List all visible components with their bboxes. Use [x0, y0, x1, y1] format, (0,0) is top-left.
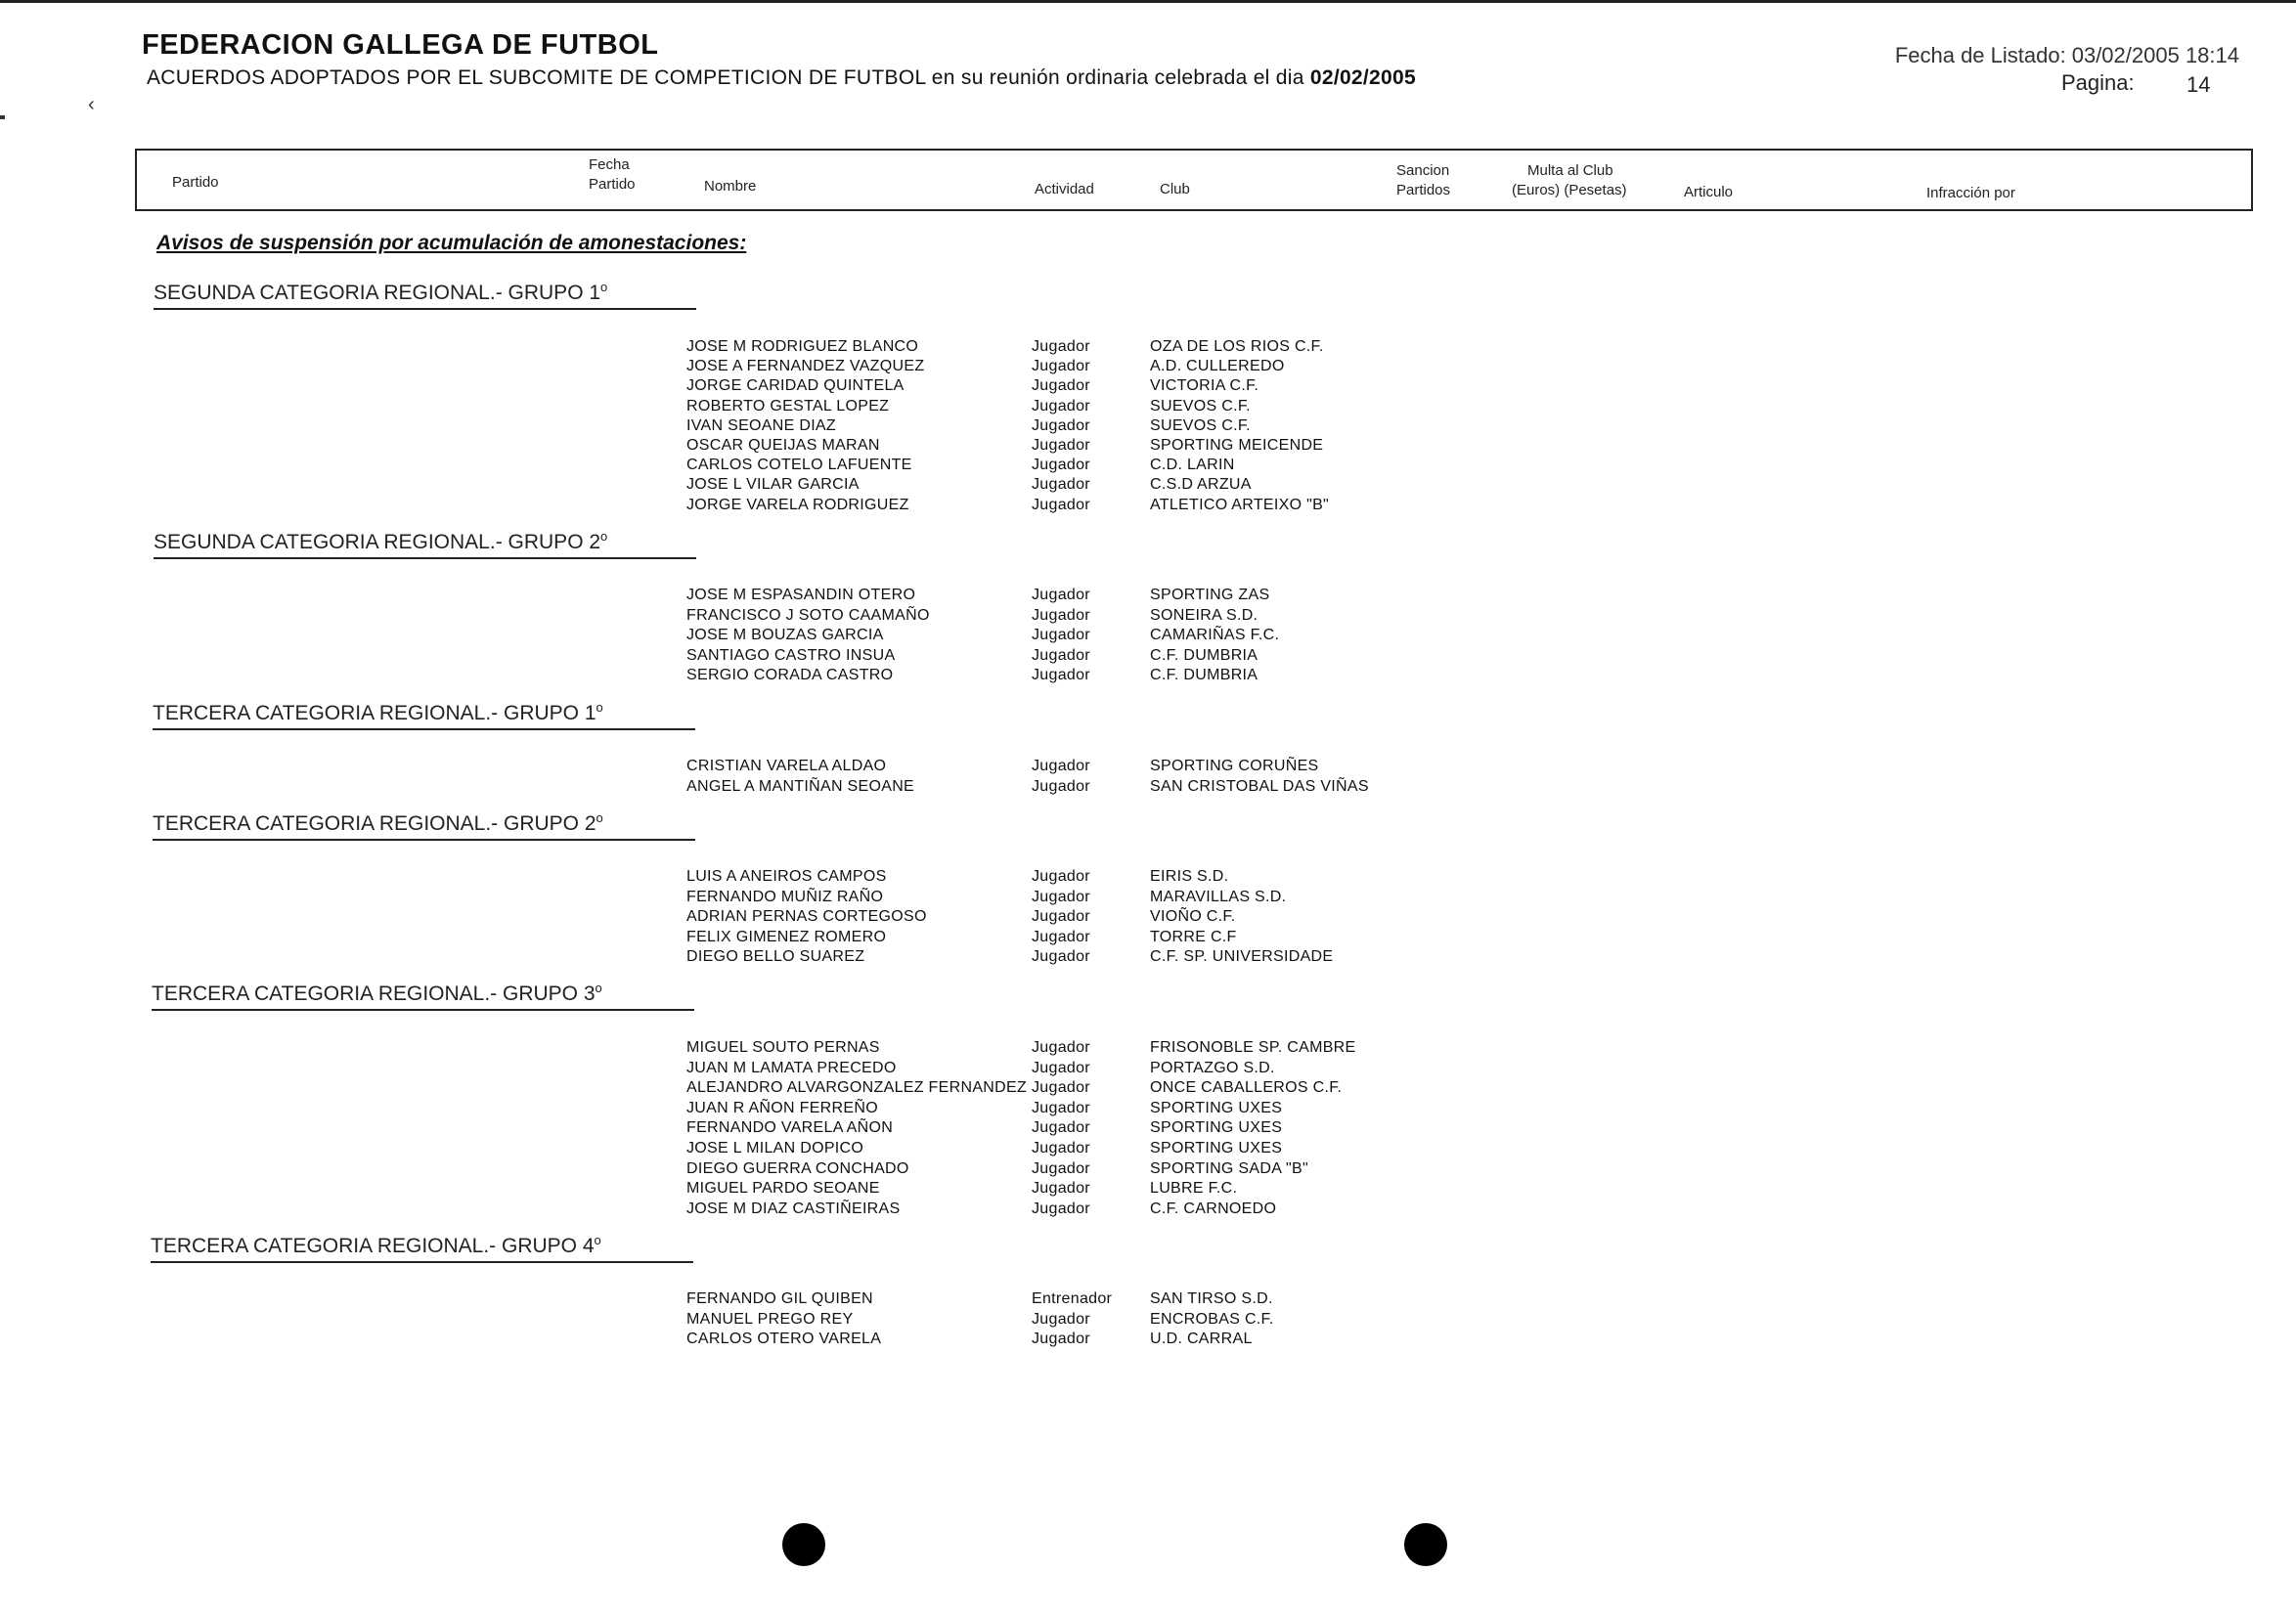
club-cell: C.F. DUMBRIA	[1150, 667, 1258, 683]
player-name: MANUEL PREGO REY	[686, 1311, 854, 1328]
activity-cell: Jugador	[1032, 647, 1090, 664]
group-title-text: SEGUNDA CATEGORIA REGIONAL.- GRUPO 1	[154, 282, 601, 304]
group-title	[152, 981, 694, 1011]
margin-mark: ‹	[88, 94, 95, 115]
group-ordinal: o	[594, 1233, 601, 1247]
header-articulo: Articulo	[1684, 184, 1734, 200]
column-header-box	[135, 149, 2253, 211]
player-name: JOSE M RODRIGUEZ BLANCO	[686, 338, 919, 355]
organization-title: FEDERACION GALLEGA DE FUTBOL	[142, 29, 659, 61]
activity-cell: Jugador	[1032, 889, 1090, 905]
meeting-date: 02/02/2005	[1309, 66, 1416, 89]
group-title	[154, 529, 696, 559]
activity-cell: Jugador	[1032, 1160, 1090, 1177]
activity-cell: Jugador	[1032, 398, 1090, 415]
header-actividad: Actividad	[1035, 181, 1094, 197]
club-cell: ENCROBAS C.F.	[1150, 1311, 1274, 1328]
activity-cell: Jugador	[1032, 457, 1090, 473]
player-name: JUAN R AÑON FERREÑO	[686, 1100, 878, 1116]
player-name: JOSE L MILAN DOPICO	[686, 1140, 864, 1157]
player-name: IVAN SEOANE DIAZ	[686, 417, 836, 434]
player-name: JOSE A FERNANDEZ VAZQUEZ	[686, 358, 925, 374]
group-title-text: SEGUNDA CATEGORIA REGIONAL.- GRUPO 2	[154, 531, 601, 553]
club-cell: SONEIRA S.D.	[1150, 607, 1258, 624]
activity-cell: Jugador	[1032, 377, 1090, 394]
activity-cell: Jugador	[1032, 1180, 1090, 1197]
activity-cell: Jugador	[1032, 1311, 1090, 1328]
club-cell: U.D. CARRAL	[1150, 1331, 1253, 1347]
page-number	[2061, 70, 2211, 97]
activity-cell: Jugador	[1032, 929, 1090, 945]
club-cell: C.F. CARNOEDO	[1150, 1200, 1277, 1217]
club-cell: VICTORIA C.F.	[1150, 377, 1259, 394]
player-name: JUAN M LAMATA PRECEDO	[686, 1060, 897, 1076]
activity-cell: Jugador	[1032, 1331, 1090, 1347]
player-name: LUIS A ANEIROS CAMPOS	[686, 868, 887, 885]
group-title	[153, 700, 695, 730]
activity-cell: Jugador	[1032, 667, 1090, 683]
player-name: ADRIAN PERNAS CORTEGOSO	[686, 908, 927, 925]
club-cell: MARAVILLAS S.D.	[1150, 889, 1287, 905]
player-name: MIGUEL PARDO SEOANE	[686, 1180, 880, 1197]
player-name: CARLOS OTERO VARELA	[686, 1331, 882, 1347]
listing-date-value: 03/02/2005 18:14	[2071, 43, 2239, 67]
player-name: FELIX GIMENEZ ROMERO	[686, 929, 887, 945]
header-sancion-bottom: Partidos	[1396, 182, 1451, 198]
club-cell: OZA DE LOS RIOS C.F.	[1150, 338, 1324, 355]
club-cell: C.D. LARIN	[1150, 457, 1235, 473]
activity-cell: Jugador	[1032, 1079, 1090, 1096]
header-infraccion: Infracción por	[1926, 185, 2015, 201]
activity-cell: Jugador	[1032, 778, 1090, 795]
player-name: DIEGO GUERRA CONCHADO	[686, 1160, 909, 1177]
club-cell: VIOÑO C.F.	[1150, 908, 1236, 925]
player-name: JOSE M ESPASANDIN OTERO	[686, 587, 916, 603]
activity-cell: Jugador	[1032, 476, 1090, 493]
club-cell: C.F. SP. UNIVERSIDADE	[1150, 948, 1334, 965]
activity-cell: Jugador	[1032, 338, 1090, 355]
activity-cell: Jugador	[1032, 1140, 1090, 1157]
document-subtitle	[147, 66, 1416, 90]
activity-cell: Jugador	[1032, 417, 1090, 434]
activity-cell: Jugador	[1032, 908, 1090, 925]
group-title-text: TERCERA CATEGORIA REGIONAL.- GRUPO 4	[151, 1235, 595, 1257]
player-name: FERNANDO GIL QUIBEN	[686, 1290, 873, 1307]
player-name: DIEGO BELLO SUAREZ	[686, 948, 865, 965]
activity-cell: Jugador	[1032, 1100, 1090, 1116]
player-name: SERGIO CORADA CASTRO	[686, 667, 894, 683]
club-cell: SPORTING ZAS	[1150, 587, 1270, 603]
subtitle-text: ACUERDOS ADOPTADOS POR EL SUBCOMITE DE COMPETICION DE FUTBOL en su reunión ordinaria celebrada el dia	[147, 66, 1304, 89]
page-label: Pagina:	[2061, 70, 2135, 95]
player-name: CARLOS COTELO LAFUENTE	[686, 457, 912, 473]
listing-date-label: Fecha de Listado:	[1894, 43, 2066, 67]
activity-cell: Jugador	[1032, 1119, 1090, 1136]
activity-cell: Jugador	[1032, 1039, 1090, 1056]
activity-cell: Jugador	[1032, 627, 1090, 643]
player-name: JOSE M DIAZ CASTIÑEIRAS	[686, 1200, 901, 1217]
group-ordinal: o	[600, 280, 608, 294]
club-cell: PORTAZGO S.D.	[1150, 1060, 1275, 1076]
punch-hole-left	[782, 1523, 825, 1566]
player-name: MIGUEL SOUTO PERNAS	[686, 1039, 880, 1056]
player-name: ROBERTO GESTAL LOPEZ	[686, 398, 890, 415]
player-name: SANTIAGO CASTRO INSUA	[686, 647, 896, 664]
header-sancion-top: Sancion	[1396, 162, 1450, 179]
activity-cell: Jugador	[1032, 1200, 1090, 1217]
header-partido: Partido	[172, 174, 219, 191]
player-name: CRISTIAN VARELA ALDAO	[686, 758, 887, 774]
group-title	[154, 280, 696, 310]
club-cell: SPORTING UXES	[1150, 1100, 1283, 1116]
header-fecha-top: Fecha	[589, 156, 630, 173]
club-cell: SUEVOS C.F.	[1150, 417, 1251, 434]
group-ordinal: o	[600, 529, 608, 544]
section-title: Avisos de suspensión por acumulación de amonestaciones:	[156, 232, 747, 254]
club-cell: EIRIS S.D.	[1150, 868, 1229, 885]
activity-cell: Jugador	[1032, 948, 1090, 965]
club-cell: SUEVOS C.F.	[1150, 398, 1251, 415]
player-name: JORGE CARIDAD QUINTELA	[686, 377, 905, 394]
header-fecha-bottom: Partido	[589, 176, 636, 193]
activity-cell: Entrenador	[1032, 1290, 1113, 1307]
group-title-text: TERCERA CATEGORIA REGIONAL.- GRUPO 3	[152, 982, 596, 1005]
edge-mark	[0, 115, 5, 119]
header-multa-top: Multa al Club	[1527, 162, 1613, 179]
player-name: OSCAR QUEIJAS MARAN	[686, 437, 880, 454]
player-name: JOSE M BOUZAS GARCIA	[686, 627, 884, 643]
club-cell: SPORTING MEICENDE	[1150, 437, 1324, 454]
club-cell: C.S.D ARZUA	[1150, 476, 1252, 493]
activity-cell: Jugador	[1032, 587, 1090, 603]
club-cell: SAN TIRSO S.D.	[1150, 1290, 1273, 1307]
top-edge-rule	[0, 0, 2296, 3]
club-cell: CAMARIÑAS F.C.	[1150, 627, 1280, 643]
group-title-text: TERCERA CATEGORIA REGIONAL.- GRUPO 2	[153, 812, 596, 835]
club-cell: SAN CRISTOBAL DAS VIÑAS	[1150, 778, 1369, 795]
group-ordinal: o	[595, 981, 602, 995]
player-name: JORGE VARELA RODRIGUEZ	[686, 497, 909, 513]
header-club: Club	[1160, 181, 1190, 197]
group-ordinal: o	[596, 700, 603, 715]
club-cell: ATLETICO ARTEIXO "B"	[1150, 497, 1330, 513]
player-name: FRANCISCO J SOTO CAAMAÑO	[686, 607, 930, 624]
header-multa-bottom: (Euros) (Pesetas)	[1512, 182, 1627, 198]
activity-cell: Jugador	[1032, 497, 1090, 513]
group-title	[151, 1233, 693, 1263]
club-cell: SPORTING CORUÑES	[1150, 758, 1319, 774]
club-cell: ONCE CABALLEROS C.F.	[1150, 1079, 1343, 1096]
club-cell: SPORTING UXES	[1150, 1119, 1283, 1136]
activity-cell: Jugador	[1032, 607, 1090, 624]
player-name: ANGEL A MANTIÑAN SEOANE	[686, 778, 915, 795]
group-title	[153, 810, 695, 841]
page-value: 14	[2186, 72, 2211, 97]
club-cell: C.F. DUMBRIA	[1150, 647, 1258, 664]
listing-date	[1895, 43, 2239, 68]
activity-cell: Jugador	[1032, 1060, 1090, 1076]
player-name: JOSE L VILAR GARCIA	[686, 476, 860, 493]
club-cell: A.D. CULLEREDO	[1150, 358, 1285, 374]
club-cell: SPORTING UXES	[1150, 1140, 1283, 1157]
player-name: ALEJANDRO ALVARGONZALEZ FERNANDEZ	[686, 1079, 1028, 1096]
activity-cell: Jugador	[1032, 868, 1090, 885]
group-title-text: TERCERA CATEGORIA REGIONAL.- GRUPO 1	[153, 702, 596, 724]
player-name: FERNANDO MUÑIZ RAÑO	[686, 889, 884, 905]
club-cell: FRISONOBLE SP. CAMBRE	[1150, 1039, 1356, 1056]
group-ordinal: o	[596, 810, 603, 825]
club-cell: SPORTING SADA "B"	[1150, 1160, 1308, 1177]
club-cell: LUBRE F.C.	[1150, 1180, 1238, 1197]
punch-hole-right	[1404, 1523, 1447, 1566]
activity-cell: Jugador	[1032, 358, 1090, 374]
activity-cell: Jugador	[1032, 758, 1090, 774]
player-name: FERNANDO VARELA AÑON	[686, 1119, 894, 1136]
header-nombre: Nombre	[704, 178, 757, 195]
club-cell: TORRE C.F	[1150, 929, 1237, 945]
activity-cell: Jugador	[1032, 437, 1090, 454]
